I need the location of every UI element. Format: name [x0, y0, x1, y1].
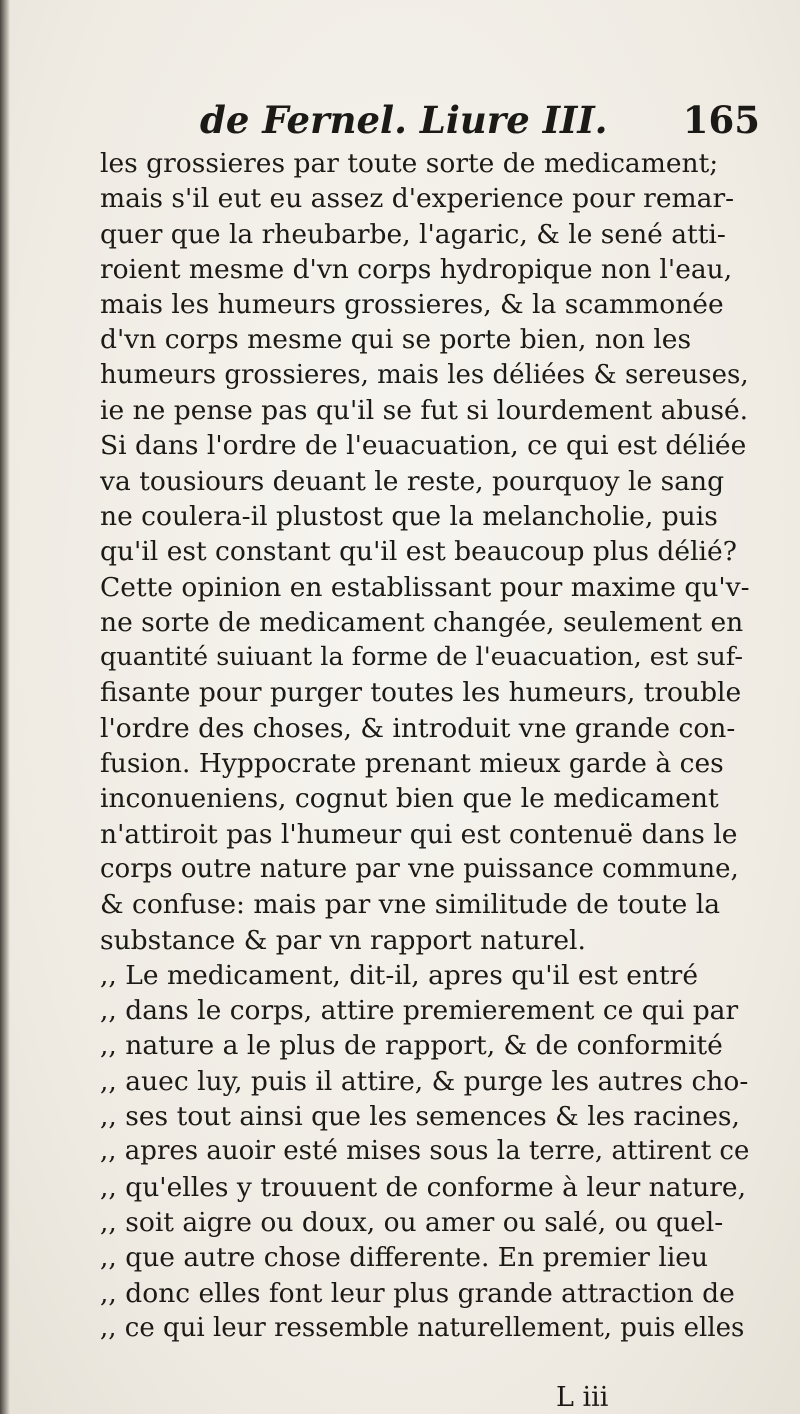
text-line: & confuse: mais par vne similitude de toute la [100, 889, 720, 921]
text-line: ,, Le medicament, dit-il, apres qu'il est entré [100, 959, 699, 991]
running-title: de Fernel. Liure III. [200, 98, 608, 142]
text-line: ne coulera-il plustost que la melancholie, puis [100, 500, 718, 532]
text-line: ,, qu'elles y trouuent de conforme à leur nature, [100, 1171, 747, 1203]
body-text [100, 146, 750, 1346]
text-line: corps outre nature par vne puissance commune, [100, 853, 739, 884]
text-line: quantité suiuant la forme de l'euacuation, est suf- [100, 642, 743, 673]
text-line: substance & par vn rapport naturel. [100, 924, 586, 956]
text-line: ,, auec luy, puis il attire, & purge les autres cho- [100, 1065, 749, 1097]
running-header [200, 98, 760, 146]
text-line: ,, ce qui leur ressemble naturellement, puis elles [100, 1312, 745, 1343]
text-line: inconueniens, cognut bien que le medicament [100, 783, 719, 815]
text-line: ie ne pense pas qu'il se fut si lourdement abusé. [100, 395, 749, 427]
text-line: fusion. Hyppocrate prenant mieux garde à ces [100, 748, 724, 780]
text-line: Si dans l'ordre de l'euacuation, ce qui est déliée [100, 430, 747, 462]
page-number: 165 [682, 98, 760, 142]
text-line: ,, nature a le plus de rapport, & de conformité [100, 1030, 723, 1062]
text-line: ,, dans le corps, attire premierement ce qui par [100, 995, 739, 1027]
text-line: ,, donc elles font leur plus grande attraction de [100, 1277, 735, 1309]
text-line: ,, apres auoir esté mises sous la terre, attirent ce [100, 1136, 750, 1167]
text-line: fisante pour purger toutes les humeurs, trouble [100, 677, 742, 709]
text-line: mais les humeurs grossieres, & la scammonée [100, 289, 724, 321]
text-line: quer que la rheubarbe, l'agaric, & le sené atti- [100, 218, 726, 250]
text-line: Cette opinion en establissant pour maxime qu'v- [100, 571, 750, 603]
text-line: roient mesme d'vn corps hydropique non l'eau, [100, 253, 733, 285]
text-line: n'attiroit pas l'humeur qui est contenuë dans le [100, 818, 738, 850]
text-line: d'vn corps mesme qui se porte bien, non les [100, 324, 692, 356]
text-line: ,, soit aigre ou doux, ou amer ou salé, ou quel- [100, 1206, 724, 1238]
page-binding-edge [0, 0, 10, 1414]
text-line: les grossieres par toute sorte de medicament; [100, 148, 719, 179]
text-line: ,, ses tout ainsi que les semences & les racines, [100, 1101, 740, 1133]
text-line: mais s'il eut eu assez d'experience pour remar- [100, 183, 735, 215]
text-line: qu'il est constant qu'il est beaucoup plus délié? [100, 536, 737, 568]
text-line: ,, que autre chose differente. En premier lieu [100, 1242, 709, 1274]
text-line: ne sorte de medicament changée, seulement en [100, 606, 744, 638]
signature-mark: L iii [556, 1382, 609, 1413]
text-line: va tousiours deuant le reste, pourquoy le sang [100, 465, 725, 497]
text-line: humeurs grossieres, mais les déliées & sereuses, [100, 359, 749, 390]
text-line: l'ordre des choses, & introduit vne grande con- [100, 712, 736, 744]
